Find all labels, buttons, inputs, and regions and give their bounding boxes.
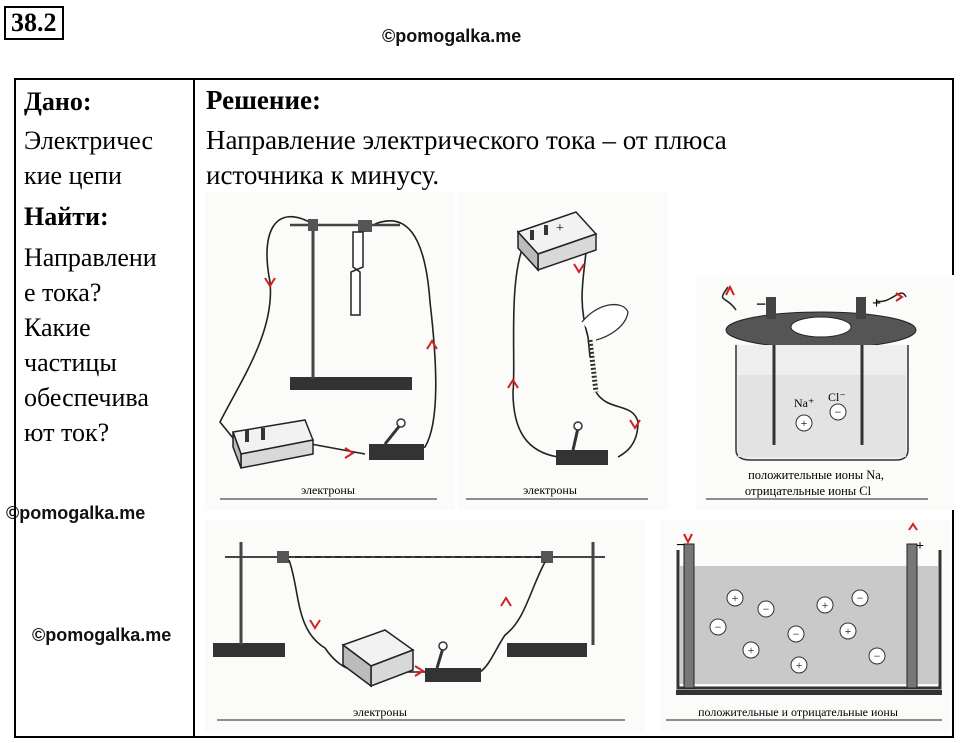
fig5-ion-9: − — [873, 649, 881, 663]
find-line-5: обеспечива — [24, 383, 149, 412]
figure-electrolyte-beaker — [696, 275, 954, 510]
fig3-caption-line-1: положительные ионы Na, — [748, 468, 884, 482]
fig3-anion-sign: − — [834, 405, 842, 419]
figure-stretched-wire-circuit — [205, 520, 645, 732]
find-line-6: ют ток? — [24, 418, 110, 447]
find-heading: Найти: — [24, 202, 109, 231]
fig1-caption: электроны — [301, 483, 355, 497]
fig3-minus-sign: − — [756, 294, 767, 314]
solution-text — [206, 123, 826, 193]
fig5-ion-7: + — [844, 624, 852, 638]
fig2-caption: электроны — [523, 483, 577, 497]
find-line-4: частицы — [24, 348, 117, 377]
fig5-ion-6: − — [792, 627, 800, 641]
fig5-plus-sign: + — [916, 539, 924, 554]
fig5-ion-3: + — [821, 598, 829, 612]
fig2-plus-sign: + — [556, 221, 564, 236]
fig5-ion-5: − — [714, 620, 722, 634]
find-line-2: е тока? — [24, 278, 102, 307]
watermark-left-1: ©pomogalka.me — [6, 503, 146, 523]
fig5-ion-10: + — [795, 658, 803, 672]
fig4-caption: электроны — [353, 705, 407, 719]
solution-line-2: источника к минусу. — [206, 160, 440, 190]
find-line-3: Какие — [24, 313, 91, 342]
given-heading: Дано: — [24, 87, 92, 116]
fig5-minus-sign: − — [676, 537, 686, 554]
fig3-cation-sign: + — [800, 416, 808, 430]
fig3-ion-na: Na⁺ — [794, 396, 815, 410]
watermark-left-2: ©pomogalka.me — [32, 625, 172, 645]
find-line-1: Направлени — [24, 243, 157, 272]
figure-electrolysis-bath — [660, 520, 950, 732]
fig3-plus-sign: + — [872, 295, 882, 312]
given-line-1: Электричес — [24, 126, 154, 155]
fig3-ion-cl: Cl⁻ — [828, 390, 846, 404]
fig5-ion-4: − — [856, 591, 864, 605]
column-divider — [193, 78, 195, 738]
fig3-caption-line-2: отрицательные ионы Cl — [744, 484, 872, 498]
battery — [233, 420, 313, 468]
solution-line-1: Направление электрического тока – от плюса — [206, 125, 727, 155]
solution-heading: Решение: — [206, 85, 321, 115]
figure-wire-plate-circuit — [205, 192, 455, 510]
fig5-caption: положительные и отрицательные ионы — [698, 705, 898, 719]
watermark-top: ©pomogalka.me — [382, 26, 522, 46]
given-find-column — [24, 84, 189, 450]
fig5-ion-2: − — [762, 602, 770, 616]
problem-number: 38.2 — [4, 6, 64, 40]
figure-coil-circuit — [458, 192, 668, 510]
given-line-2: кие цепи — [24, 161, 122, 190]
fig5-ion-8: + — [747, 643, 755, 657]
fig5-ion-1: + — [731, 591, 739, 605]
